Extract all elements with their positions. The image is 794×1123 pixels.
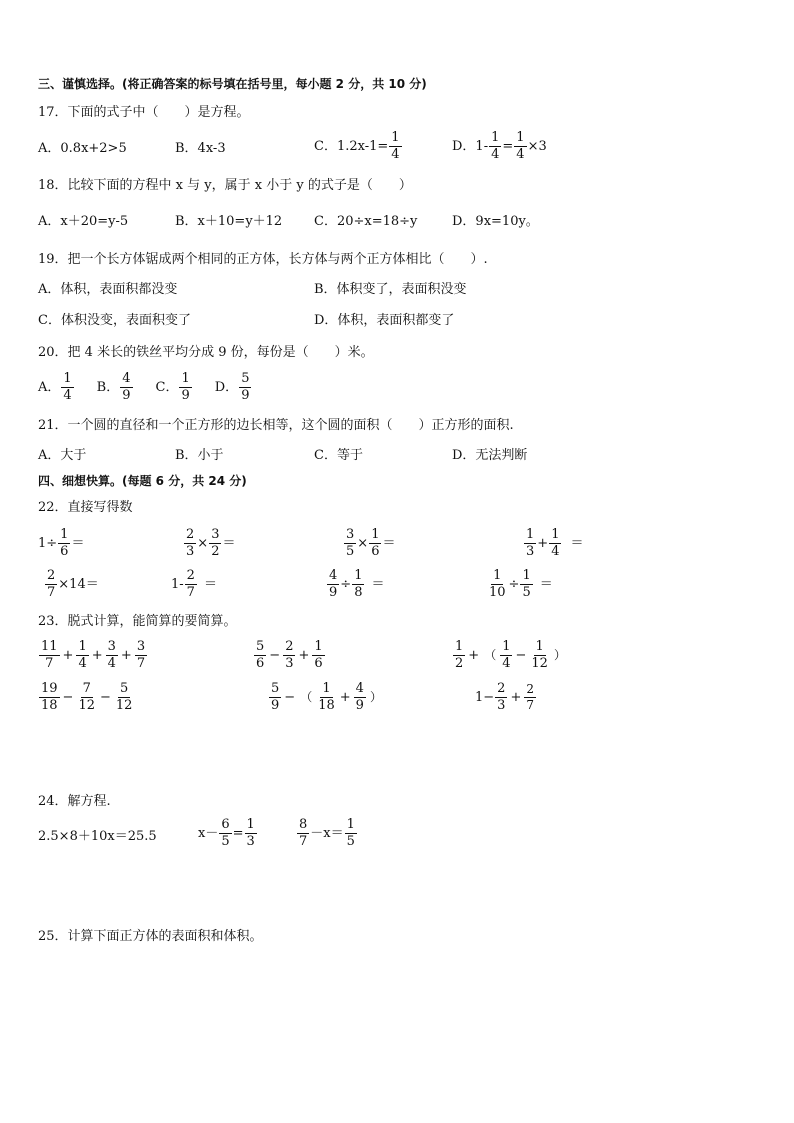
q20-option-b-label: B． [96,379,120,395]
question-24-stem: 24．解方程. [38,794,111,809]
middle: －x＝ [310,825,344,841]
numerator: 1 [526,527,535,542]
operator: − [515,647,527,663]
denominator: 9 [329,584,338,600]
denominator: 12 [78,697,95,713]
fraction [345,818,357,848]
q17-option-d [452,131,547,161]
q23-expression-4 [38,682,135,712]
numerator: 4 [329,568,338,583]
numerator: 2 [526,682,534,697]
question-20-stem: 20．把 4 米长的铁丝平均分成 9 份，每份是（ ）米。 [38,345,374,360]
q20-option-a-label: A． [38,379,61,395]
numerator: 3 [136,639,146,654]
denominator: 3 [526,543,535,559]
fraction [45,569,57,599]
denominator: 3 [285,655,294,671]
denominator: 7 [299,833,308,849]
q24-equation-1: 2.5×8＋10x＝25.5 [38,829,157,844]
q21-option-a: A．大于 [38,448,87,463]
prefix: 1- [171,576,184,592]
numerator: 4 [355,681,364,696]
numerator: 2 [186,568,195,583]
numerator: 2 [285,639,294,654]
q18-option-a: A．x＋20=y-5 [38,214,129,229]
numerator: 19 [41,681,58,696]
denominator: 4 [107,655,116,671]
operator: × [357,535,369,551]
q19-option-b: B．体积变了，表面积没变 [314,282,467,297]
fraction [185,569,197,599]
q18-option-d: D．9x=10y。 [452,214,539,229]
numerator: 1 [322,681,331,696]
fraction [316,682,337,712]
fraction [524,683,536,711]
q22-expression-3 [343,528,395,558]
fraction [312,640,324,670]
denominator: 10 [489,584,506,600]
fraction [453,640,465,670]
left-paren: （ [484,648,497,663]
numerator: 3 [211,527,220,542]
numerator: 5 [241,371,250,386]
denominator: 3 [246,833,255,849]
q20-option-d-label: D． [214,379,239,395]
numerator: 5 [120,681,129,696]
denominator: 6 [60,543,69,559]
q22-expression-1 [38,528,84,558]
fraction [487,569,508,599]
fraction [219,818,231,848]
q17-option-a: A．0.8x+2>5 [38,141,127,156]
operator: ÷ [340,576,352,592]
q17-d-fraction-2 [514,131,526,161]
fraction [529,640,550,670]
question-23-stem: 23．脱式计算，能简算的要简算。 [38,614,237,629]
numerator: 1 [455,639,464,654]
denominator: 4 [63,387,72,403]
denominator: 12 [115,697,133,713]
question-22-stem: 22．直接写得数 [38,500,133,515]
q23-expression-6 [475,682,537,712]
denominator: 3 [186,543,195,559]
numerator: 1 [551,527,560,542]
q23-expression-5 [268,682,385,712]
equals: ＝ [71,535,85,551]
q17-option-b: B．4x-3 [175,141,226,156]
fraction [500,640,512,670]
fraction [58,528,70,558]
denominator: 3 [497,697,506,713]
fraction [106,640,118,670]
operator: + [339,689,351,705]
numerator: 1 [522,568,531,583]
numerator: 2 [497,681,506,696]
denominator: 6 [256,655,265,671]
fraction [352,569,364,599]
numerator: 1 [371,527,380,542]
equals: = [232,825,244,841]
numerator: 1 [246,817,255,832]
numerator: 1 [493,568,502,583]
operator: + [468,647,480,663]
suffix: ×14＝ [58,576,99,592]
numerator: 1 [535,639,544,654]
denominator: 7 [47,584,56,600]
operator: ÷ [508,576,520,592]
section-3-heading: 三、谨慎选择。(将正确答案的标号填在括号里，每小题 2 分，共 10 分) [38,77,427,91]
left-paren: （ [300,690,313,705]
equals: ＝ [203,576,217,592]
denominator: 4 [551,543,560,559]
fraction [549,528,561,558]
q19-option-d: D．体积，表面积都变了 [314,313,455,328]
q24-equation-3 [296,818,358,848]
operator: × [197,535,209,551]
denominator: 9 [241,387,250,403]
operator: − [62,689,74,705]
q21-option-d: D．无法判断 [452,448,528,463]
right-paren: ） [553,648,566,663]
fraction [495,682,507,712]
q17-d-fraction-1 [489,131,501,161]
fraction [39,640,60,670]
q24-equation-2 [198,818,258,848]
denominator: 9 [355,697,364,713]
equals: ＝ [570,535,584,551]
fraction [269,682,281,712]
fraction [39,682,60,712]
denominator: 6 [314,655,323,671]
operator: + [298,647,310,663]
q22-expression-5 [44,569,99,599]
numerator: 1 [391,130,400,145]
denominator: 9 [181,387,190,403]
operator: − [100,689,111,705]
q20-option-c-fraction [179,372,191,402]
operator: + [120,647,132,663]
fraction [283,640,295,670]
q19-option-a: A．体积，表面积都没变 [38,282,178,297]
numerator: 2 [186,527,195,542]
fraction [76,682,97,712]
section-4-heading: 四、细想快算。(每题 6 分，共 24 分) [38,474,247,488]
prefix: 1− [475,689,495,705]
q18-option-c: C．20÷x=18÷y [314,214,418,229]
numerator: 7 [82,681,91,696]
denominator: 5 [346,833,355,849]
equals: ＝ [539,576,553,592]
q23-expression-3 [452,640,569,670]
numerator: 1 [181,371,190,386]
q17-d-prefix: D．1- [452,138,489,154]
equals: ＝ [222,535,236,551]
fraction [245,818,257,848]
denominator: 2 [455,655,464,671]
question-18-stem: 18．比较下面的方程中 x 与 y，属于 x 小于 y 的式子是（ ） [38,178,412,193]
q20-options [38,372,252,402]
question-21-stem: 21．一个圆的直径和一个正方形的边长相等，这个圆的面积（ ）正方形的面积. [38,418,514,433]
q22-expression-7 [326,569,384,599]
q20-option-c-label: C． [155,379,179,395]
denominator: 12 [531,655,548,671]
q20-option-b-fraction [120,372,132,402]
q22-expression-4 [523,528,583,558]
q17-c-prefix: C．1.2x-1= [314,138,389,154]
denominator: 4 [502,655,511,671]
operator: − [269,647,281,663]
q20-option-d-fraction [239,372,251,402]
numerator: 5 [256,639,265,654]
denominator: 5 [221,833,230,849]
q21-option-b: B．小于 [175,448,224,463]
q22-expression-8 [486,569,553,599]
denominator: 4 [516,146,525,162]
numerator: 3 [346,527,355,542]
denominator: 18 [41,697,58,713]
numerator: 1 [502,639,511,654]
denominator: 7 [186,584,195,600]
fraction [354,682,366,712]
fraction [114,682,135,712]
equals: ＝ [382,535,396,551]
q23-expression-1 [38,640,148,670]
q17-c-fraction [389,131,401,161]
q22-expression-6 [171,569,217,599]
numerator: 1 [63,371,72,386]
q22-expression-2 [183,528,235,558]
numerator: 1 [354,568,363,583]
numerator: 1 [314,639,323,654]
operator: + [62,647,74,663]
operator: + [91,647,103,663]
denominator: 18 [318,697,335,713]
denominator: 5 [522,584,531,600]
denominator: 4 [491,146,500,162]
numerator: 1 [78,639,87,654]
numerator: 1 [491,130,500,145]
fraction [327,569,339,599]
numerator: 11 [41,639,58,654]
q21-option-c: C．等于 [314,448,363,463]
fraction [369,528,381,558]
numerator: 4 [122,371,131,386]
denominator: 7 [136,655,146,671]
operator: − [284,689,296,705]
numerator: 1 [516,130,525,145]
numerator: 1 [346,817,355,832]
numerator: 5 [271,681,280,696]
q19-option-c: C．体积没变，表面积变了 [38,313,191,328]
fraction [524,528,536,558]
q20-option-a-fraction [61,372,73,402]
operator: + [510,689,522,705]
q17-d-equals: = [502,138,514,154]
denominator: 7 [45,655,54,671]
denominator: 9 [271,697,280,713]
numerator: 1 [60,527,69,542]
question-17-stem: 17．下面的式子中（ ）是方程。 [38,105,250,120]
right-paren: ） [369,690,382,705]
operator: + [537,535,549,551]
fraction [135,640,147,670]
question-25-stem: 25．计算下面正方体的表面积和体积。 [38,929,263,944]
question-19-stem: 19．把一个长方体锯成两个相同的正方体，长方体与两个正方体相比（ ）. [38,252,488,267]
numerator: 3 [107,639,116,654]
denominator: 5 [346,543,355,559]
q17-d-suffix: ×3 [527,138,547,154]
prefix: 1÷ [38,535,58,551]
numerator: 6 [221,817,230,832]
denominator: 8 [354,584,363,600]
fraction [209,528,221,558]
denominator: 2 [211,543,220,559]
fraction [76,640,88,670]
fraction [184,528,196,558]
q18-option-b: B．x＋10=y＋12 [175,214,283,229]
numerator: 8 [299,817,308,832]
denominator: 6 [371,543,380,559]
denominator: 7 [526,697,534,712]
q23-expression-2 [253,640,326,670]
denominator: 9 [122,387,131,403]
q17-option-c [314,131,403,161]
denominator: 4 [78,655,87,671]
fraction [344,528,356,558]
prefix: x－ [198,825,219,841]
denominator: 4 [391,146,400,162]
fraction [520,569,532,599]
fraction [297,818,309,848]
fraction [254,640,266,670]
numerator: 2 [47,568,56,583]
equals: ＝ [371,576,385,592]
